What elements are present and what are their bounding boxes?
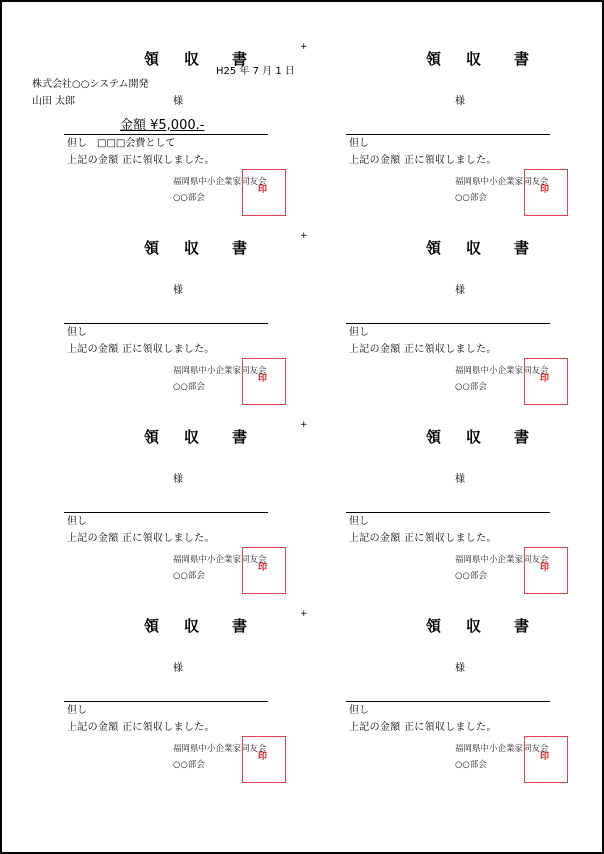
seal-icon: 印: [540, 374, 550, 384]
receipt: [314, 235, 596, 424]
seal-box: [524, 547, 568, 594]
seal-icon: 印: [540, 752, 550, 762]
title-char: 領: [426, 617, 442, 635]
receipt-title: [426, 239, 536, 257]
seal-box: [524, 169, 568, 216]
recipient-name: 山田 太郎: [32, 96, 76, 107]
honorific-sama: 様: [173, 285, 183, 296]
issuer-department: ○○部会: [455, 571, 487, 581]
seal-box: [524, 358, 568, 405]
title-char: 領: [144, 428, 160, 446]
purpose-line: 但し: [349, 516, 369, 527]
receipt-title: [426, 50, 536, 68]
title-char: 収: [184, 428, 200, 446]
issuer-department: ○○部会: [173, 193, 205, 203]
received-statement: 上記の金額 正に領収しました。: [349, 344, 497, 355]
issuer-department: ○○部会: [173, 571, 205, 581]
purpose-line: 但し: [349, 138, 369, 149]
recipient-company: 株式会社○○システム開発: [32, 79, 149, 90]
title-char: 収: [184, 239, 200, 257]
receipt: [314, 613, 596, 802]
issuer-organization: 福岡県中小企業家同友会: [455, 177, 549, 187]
receipt-title: [144, 617, 254, 635]
title-char: 収: [466, 428, 482, 446]
honorific-sama: 様: [455, 285, 465, 296]
honorific-sama: 様: [173, 663, 183, 674]
seal-box: [242, 547, 286, 594]
receipt: [32, 42, 314, 235]
title-char: 書: [232, 239, 248, 257]
purpose-line: 但し: [67, 705, 87, 716]
crop-mark: +: [300, 420, 308, 430]
seal-icon: 印: [258, 752, 268, 762]
title-char: 書: [232, 50, 248, 68]
title-char: 書: [514, 617, 530, 635]
honorific-sama: 様: [455, 96, 465, 107]
title-char: 収: [184, 617, 200, 635]
received-statement: 上記の金額 正に領収しました。: [67, 533, 215, 544]
amount-rule: [346, 323, 550, 324]
title-char: 領: [144, 617, 160, 635]
received-statement: 上記の金額 正に領収しました。: [349, 533, 497, 544]
purpose-line: 但し: [349, 327, 369, 338]
receipt: [32, 609, 314, 802]
seal-box: [242, 736, 286, 783]
title-char: 収: [466, 617, 482, 635]
seal-icon: 印: [258, 563, 268, 573]
issuer-department: ○○部会: [455, 760, 487, 770]
issuer-organization: 福岡県中小企業家同友会: [455, 555, 549, 565]
amount-rule: [64, 512, 268, 513]
honorific-sama: 様: [455, 474, 465, 485]
title-char: 領: [426, 50, 442, 68]
receipt-title: [144, 428, 254, 446]
issuer-organization: 福岡県中小企業家同友会: [173, 366, 267, 376]
honorific-sama: 様: [173, 96, 183, 107]
issuer-organization: 福岡県中小企業家同友会: [173, 555, 267, 565]
amount-rule: [64, 134, 268, 135]
amount: 金額 ¥5,000.-: [120, 118, 205, 133]
honorific-sama: 様: [455, 663, 465, 674]
receipt-title: [144, 239, 254, 257]
title-char: 書: [514, 50, 530, 68]
seal-icon: 印: [540, 563, 550, 573]
receipt-title: [426, 617, 536, 635]
crop-mark: +: [300, 231, 308, 241]
seal-icon: 印: [258, 374, 268, 384]
honorific-sama: 様: [173, 474, 183, 485]
receipt-date: H25 年 7 月 1 日: [216, 66, 295, 77]
issuer-department: ○○部会: [173, 760, 205, 770]
purpose-line: 但し: [67, 516, 87, 527]
seal-icon: 印: [540, 185, 550, 195]
received-statement: 上記の金額 正に領収しました。: [349, 722, 497, 733]
receipt: [314, 46, 596, 235]
crop-mark: +: [300, 609, 308, 619]
issuer-department: ○○部会: [173, 382, 205, 392]
crop-mark: +: [300, 42, 308, 52]
purpose-line: 但し □□□会費として: [67, 138, 176, 149]
issuer-department: ○○部会: [455, 382, 487, 392]
title-char: 領: [426, 239, 442, 257]
receipt-title: [426, 428, 536, 446]
title-char: 収: [184, 50, 200, 68]
title-char: 領: [144, 50, 160, 68]
title-char: 書: [232, 617, 248, 635]
issuer-organization: 福岡県中小企業家同友会: [455, 744, 549, 754]
title-char: 収: [466, 239, 482, 257]
seal-box: [524, 736, 568, 783]
title-char: 収: [466, 50, 482, 68]
received-statement: 上記の金額 正に領収しました。: [349, 155, 497, 166]
seal-box: [242, 169, 286, 216]
amount-rule: [346, 512, 550, 513]
issuer-department: ○○部会: [455, 193, 487, 203]
receipt: [314, 424, 596, 613]
issuer-organization: 福岡県中小企業家同友会: [173, 744, 267, 754]
purpose-line: 但し: [349, 705, 369, 716]
seal-box: [242, 358, 286, 405]
amount-rule: [346, 134, 550, 135]
title-char: 書: [232, 428, 248, 446]
title-char: 書: [514, 239, 530, 257]
title-char: 書: [514, 428, 530, 446]
purpose-line: 但し: [67, 327, 87, 338]
receipt: [32, 420, 314, 613]
title-char: 領: [426, 428, 442, 446]
issuer-organization: 福岡県中小企業家同友会: [173, 177, 267, 187]
amount-rule: [64, 323, 268, 324]
received-statement: 上記の金額 正に領収しました。: [67, 722, 215, 733]
seal-icon: 印: [258, 185, 268, 195]
amount-rule: [64, 701, 268, 702]
received-statement: 上記の金額 正に領収しました。: [67, 344, 215, 355]
amount-rule: [346, 701, 550, 702]
issuer-organization: 福岡県中小企業家同友会: [455, 366, 549, 376]
received-statement: 上記の金額 正に領収しました。: [67, 155, 215, 166]
receipt: [32, 231, 314, 424]
title-char: 領: [144, 239, 160, 257]
